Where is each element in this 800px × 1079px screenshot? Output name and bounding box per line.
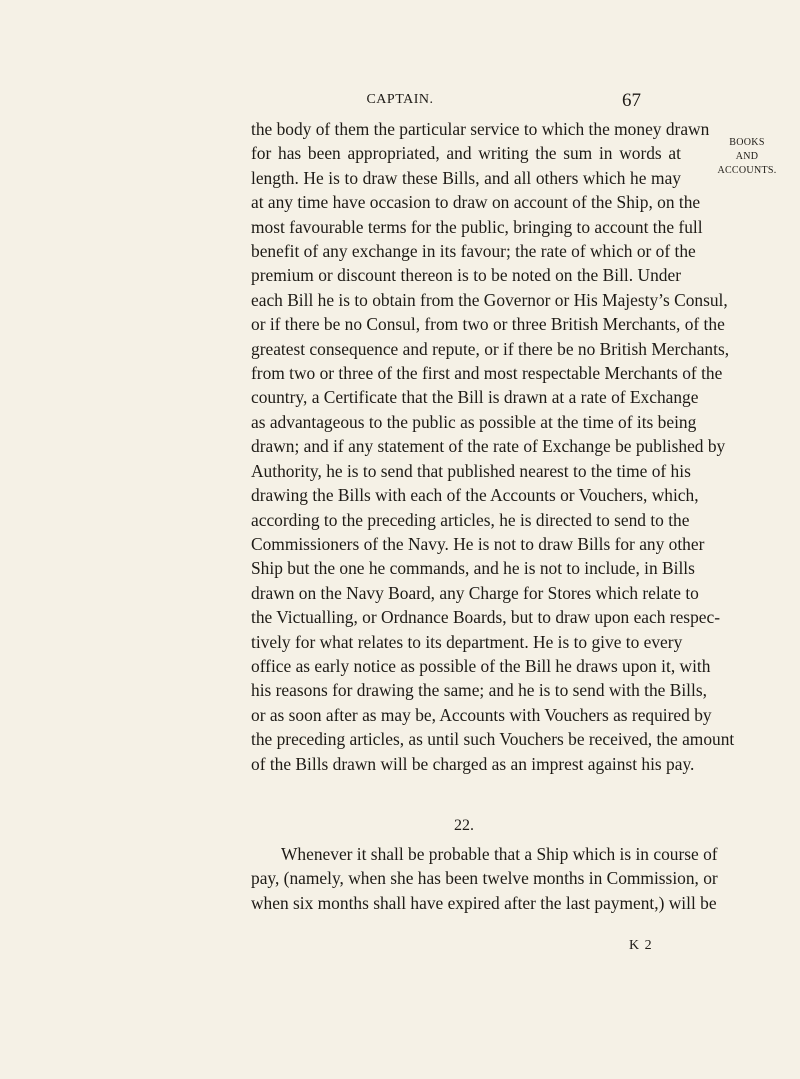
text-line: of the Bills drawn will be charged as an imprest against his pay.	[251, 753, 695, 774]
text-line: office as early notice as possible of the Bill he draws upon it, with	[251, 655, 711, 676]
text-line: pay, (namely, when she has been twelve months in Commission, or	[251, 868, 718, 889]
margin-note-line: ACCOUNTS.	[717, 165, 777, 176]
text-line: the preceding articles, as until such Vouchers be received, the amount	[251, 729, 735, 750]
body-paragraph	[251, 117, 735, 776]
text-line: according to the preceding articles, he is directed to send to the	[251, 509, 690, 530]
margin-note	[697, 136, 797, 178]
text-line: the Victualling, or Ordnance Boards, but to draw upon each respec-	[251, 607, 720, 628]
text-line: from two or three of the first and most respectable Merchants of the	[251, 363, 723, 384]
text-line: when six months shall have expired after the last payment,) will be	[251, 892, 717, 913]
text-line: Authority, he is to send that published nearest to the time of his	[251, 460, 691, 481]
text-line: drawn; and if any statement of the rate of Exchange be published by	[251, 436, 726, 457]
text-line: each Bill he is to obtain from the Governor or His Majesty’s Consul,	[251, 289, 728, 310]
text-line: greatest consequence and repute, or if there be no British Merchants,	[251, 338, 730, 359]
page-number: 67	[622, 90, 641, 111]
section-paragraph	[251, 842, 718, 915]
running-title: CAPTAIN.	[366, 92, 434, 107]
text-line: at any time have occasion to draw on account of the Ship, on the	[251, 192, 701, 213]
text-line: as advantageous to the public as possible at the time of its being	[251, 411, 697, 432]
text-line: most favourable terms for the public, bringing to account the full	[251, 216, 703, 237]
running-head	[0, 90, 800, 114]
text-line: length. He is to draw these Bills, and all others which he may	[251, 167, 681, 188]
text-line: Commissioners of the Navy. He is not to draw Bills for any other	[251, 533, 705, 554]
text-line: for has been appropriated, and writing the sum in words at	[251, 143, 681, 164]
margin-note-line: AND	[735, 151, 759, 162]
text-line: Ship but the one he commands, and he is not to include, in Bills	[251, 558, 695, 579]
text-line: premium or discount thereon is to be noted on the Bill. Under	[251, 265, 681, 286]
text-line: or as soon after as may be, Accounts with Vouchers as required by	[251, 704, 712, 725]
text-line: the body of them the particular service to which the money drawn	[251, 119, 710, 139]
text-line: or if there be no Consul, from two or three British Merchants, of the	[251, 314, 725, 335]
text-line: drawing the Bills with each of the Accounts or Vouchers, which,	[251, 485, 699, 506]
margin-note-line: BOOKS	[729, 137, 765, 148]
signature-mark: K 2	[629, 938, 653, 953]
text-line: benefit of any exchange in its favour; the rate of which or of the	[251, 241, 696, 262]
text-line: drawn on the Navy Board, any Charge for Stores which relate to	[251, 582, 699, 603]
text-line: his reasons for drawing the same; and he is to send with the Bills,	[251, 680, 707, 701]
text-line: tively for what relates to its department. He is to give to every	[251, 631, 683, 652]
text-line: country, a Certificate that the Bill is drawn at a rate of Exchange	[251, 387, 699, 408]
section-number: 22.	[454, 817, 474, 834]
text-line: Whenever it shall be probable that a Ship which is in course of	[281, 844, 718, 864]
